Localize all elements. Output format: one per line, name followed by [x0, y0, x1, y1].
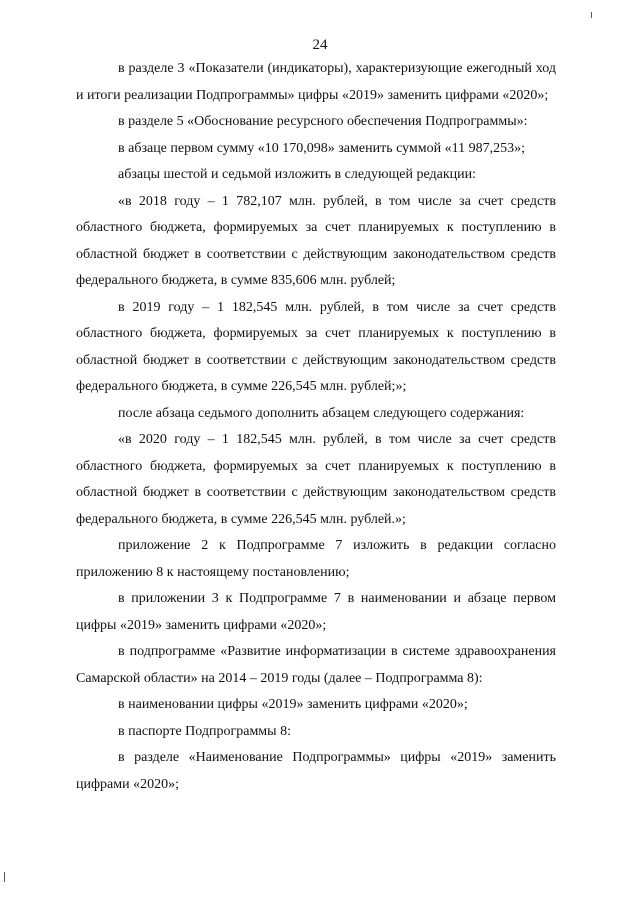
- paragraph-subprogram8-intro: в подпрограмме «Развитие информатизации в системе здравоохранения Самарской области» на 2014 – 2019 годы (далее – Подпрограмма 8):: [76, 644, 556, 686]
- paragraph-section5-heading: в разделе 5 «Обоснование ресурсного обеспечения Подпрограммы»:: [118, 114, 528, 129]
- paragraph-subprogram8-name-section: в разделе «Наименование Подпрограммы» цифры «2019» заменить цифрами «2020»;: [76, 750, 556, 792]
- paragraph-appendix2: приложение 2 к Подпрограмме 7 изложить в редакции согласно приложению 8 к настоящему постановлению;: [76, 538, 556, 580]
- page-number: 24: [312, 37, 328, 53]
- paragraph-section3-indicators: в разделе 3 «Показатели (индикаторы), характеризующие ежегодный ход и итоги реализации Подпрограммы» цифры «2019» заменить цифрами «2020»;: [76, 61, 556, 103]
- paragraph-subprogram8-name: в наименовании цифры «2019» заменить цифрами «2020»;: [118, 697, 468, 712]
- scan-artifact-mark: [591, 12, 592, 18]
- paragraph-subprogram8-passport: в паспорте Подпрограммы 8:: [118, 723, 291, 739]
- paragraph-add-after-seventh: после абзаца седьмого дополнить абзацем следующего содержания:: [118, 405, 525, 421]
- document-body: [76, 56, 556, 798]
- paragraph-abzacs-six-seven: абзацы шестой и седьмой изложить в следующей редакции:: [118, 167, 476, 182]
- paragraph-year-2018: «в 2018 году – 1 782,107 млн. рублей, в том числе за счет средств областного бюджета, формируемых за счет планируемых к поступлению в областной бюджет в соответствии с действующим законодательством средств федерального бюджета, в сумме 835,606 млн. рублей;: [76, 193, 556, 288]
- scan-artifact-mark: [4, 872, 5, 882]
- paragraph-year-2020: «в 2020 году – 1 182,545 млн. рублей, в том числе за счет средств областного бюджета, формируемых за счет планируемых к поступлению в областной бюджет в соответствии с действующим законодательством средств федерального бюджета, в сумме 226,545 млн. рублей.»;: [76, 432, 556, 527]
- paragraph-year-2019: в 2019 году – 1 182,545 млн. рублей, в том числе за счет средств областного бюджета, формируемых за счет планируемых к поступлению в областной бюджет в соответствии с действующим законодательством средств федерального бюджета, в сумме 226,545 млн. рублей;»;: [76, 299, 556, 394]
- paragraph-first-abzac-sum: в абзаце первом сумму «10 170,098» заменить суммой «11 987,253»;: [118, 140, 526, 156]
- paragraph-appendix3: в приложении 3 к Подпрограмме 7 в наименовании и абзаце первом цифры «2019» заменить цифрами «2020»;: [76, 591, 556, 633]
